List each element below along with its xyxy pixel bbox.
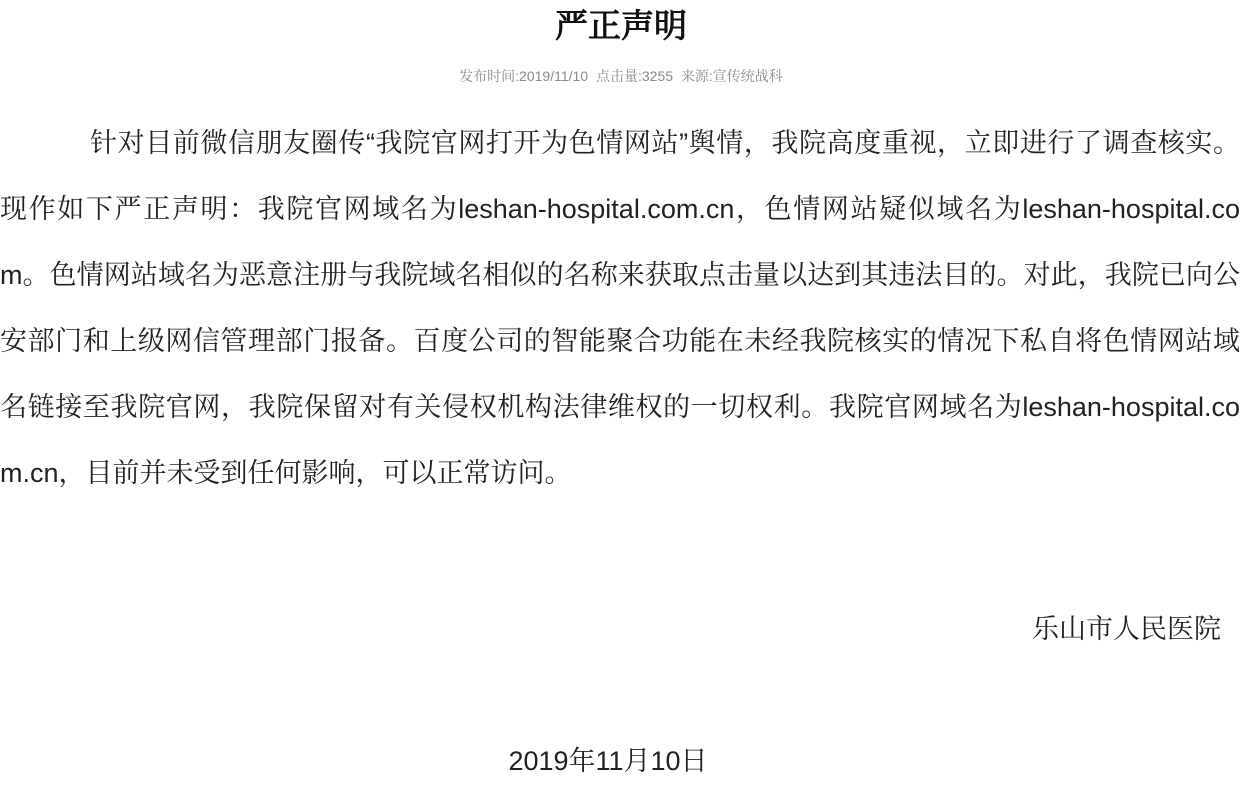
- publish-time: 发布时间:2019/11/10: [459, 68, 589, 84]
- signature-line: [0, 596, 1242, 662]
- click-count: 点击量:3255: [595, 68, 674, 84]
- statement-date: 2019年11月10日: [508, 746, 708, 776]
- signature: 乐山市人民医院: [1032, 614, 1221, 644]
- article-source: 来源:宣传统战科: [680, 68, 783, 84]
- article-meta: [0, 67, 1242, 85]
- page-title: 严正声明: [555, 7, 687, 44]
- article-body: 针对目前微信朋友圈传“我院官网打开为色情网站”舆情，我院高度重视，立即进行了调查核实。现作如下严正声明：我院官网域名为leshan-hospital.com.cn，色情网站疑似域名为leshan-hospital.com。色情网站域名为恶意注册与我院域名相似的名称来获取点击量以达到其违法目的。对此，我院已向公安部门和上级网信管理部门报备。百度公司的智能聚合功能在未经我院核实的情况下私自将色情网站域名链接至我院官网，我院保留对有关侵权机构法律维权的一切权利。我院官网域名为leshan-hospital.com.cn，目前并未受到任何影响，可以正常访问。: [0, 128, 1240, 488]
